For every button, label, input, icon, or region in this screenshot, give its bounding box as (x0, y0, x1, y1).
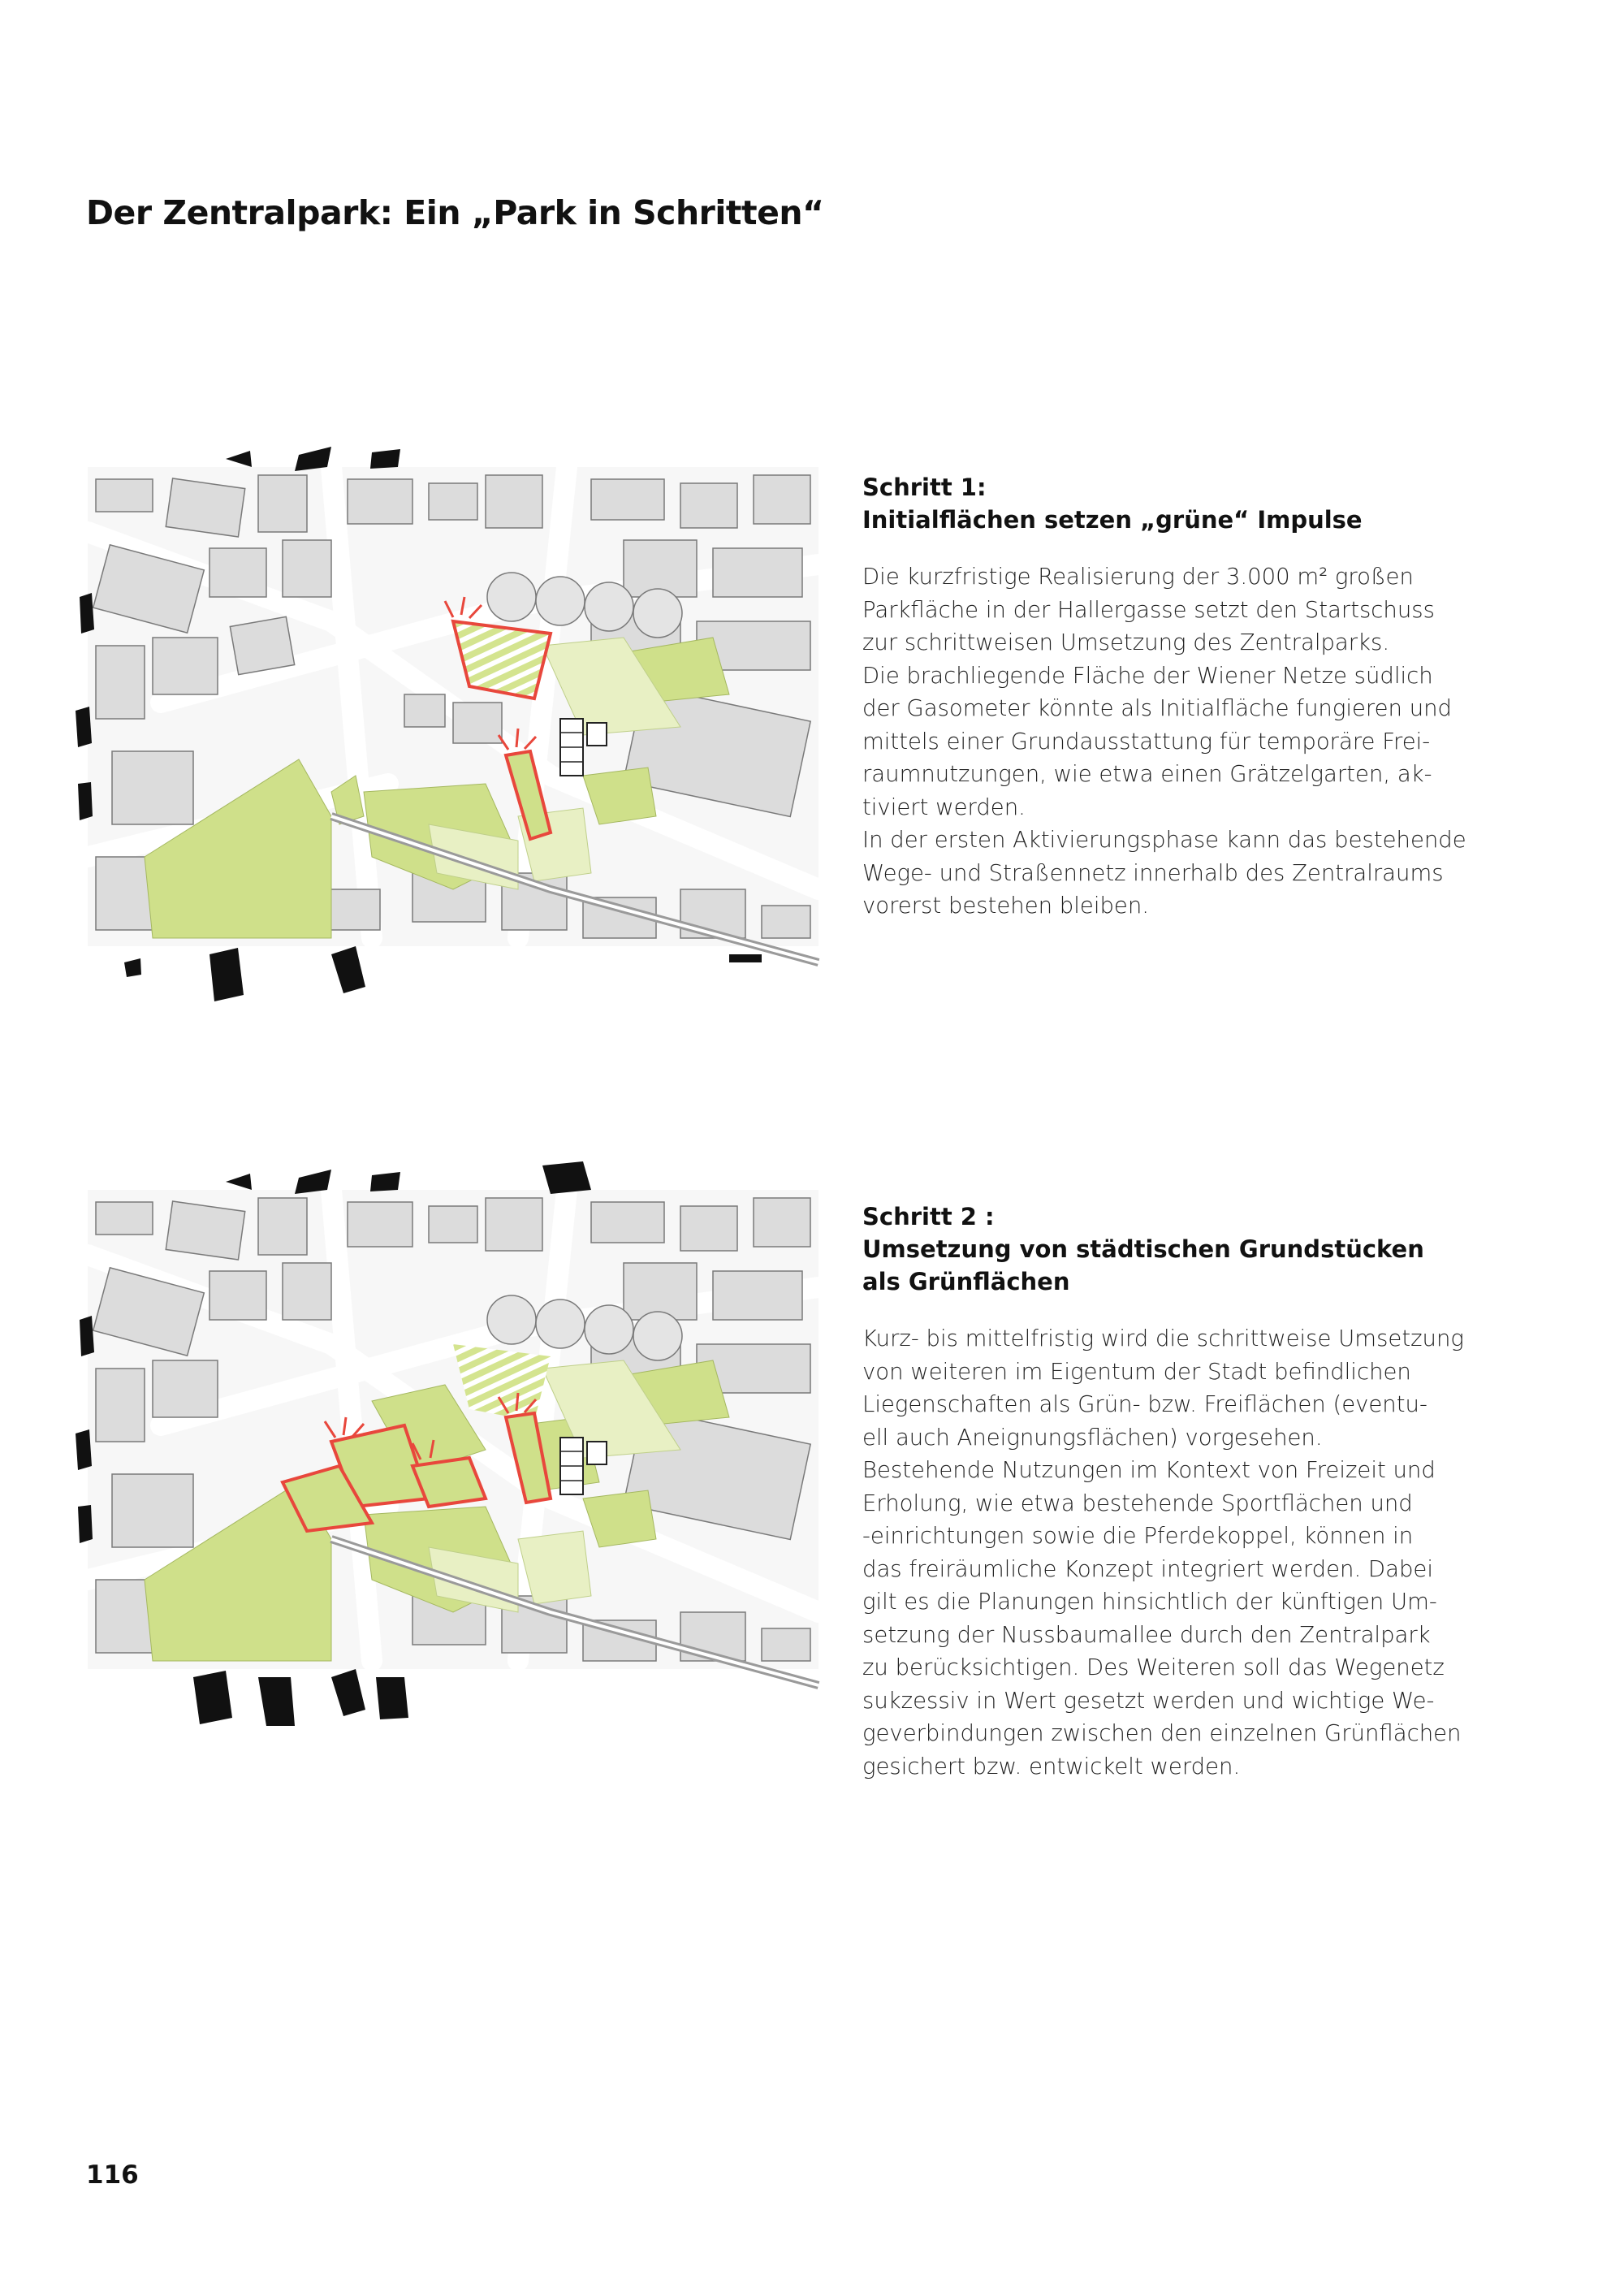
site-plan-step-2 (63, 1157, 827, 1726)
text-line: gilt es die Planungen hinsichtlich der künftigen Um- (862, 1589, 1437, 1615)
step-1-heading (862, 471, 1488, 536)
site-plan-step-1 (63, 435, 827, 1003)
text-line: tiviert werden. (862, 794, 1026, 820)
step-1-text (862, 471, 1488, 923)
step-1-paragraph (862, 560, 1488, 923)
text-line: Liegenschaften als Grün- bzw. Freiflächen (eventu- (862, 1391, 1427, 1417)
text-line: mittels einer Grundausstattung für temporäre Frei- (862, 728, 1431, 755)
text-line: Wege- und Straßennetz innerhalb des Zentralraums (862, 859, 1444, 886)
step-2-heading-line-2: Umsetzung von städtischen Grundstücken (862, 1235, 1424, 1263)
text-line: In der ersten Aktivierungsphase kann das bestehende (862, 827, 1466, 853)
text-line: zu berücksichtigen. Des Weiteren soll das Wegenetz (862, 1654, 1445, 1680)
text-line: sukzessiv in Wert gesetzt werden und wichtige We- (862, 1687, 1435, 1714)
text-line: Kurz- bis mittelfristig wird die schrittweise Umsetzung (862, 1325, 1464, 1351)
page-number: 116 (86, 2160, 139, 2190)
text-line: zur schrittweisen Umsetzung des Zentralparks. (862, 629, 1390, 655)
text-line: Die brachliegende Fläche der Wiener Netze südlich (862, 662, 1433, 689)
text-line: setzung der Nussbaumallee durch den Zentralpark (862, 1621, 1431, 1648)
step-2-heading (862, 1200, 1488, 1298)
text-line: Parkfläche in der Hallergasse setzt den Startschuss (862, 596, 1435, 623)
step-1-heading-line-1: Schritt 1: (862, 474, 987, 501)
step-2-heading-line-1: Schritt 2 : (862, 1203, 995, 1230)
text-line: gesichert bzw. entwickelt werden. (862, 1753, 1241, 1780)
text-line: -einrichtungen sowie die Pferdekoppel, können in (862, 1523, 1414, 1549)
text-line: der Gasometer könnte als Initialfläche fungieren und (862, 695, 1453, 721)
text-line: raumnutzungen, wie etwa einen Grätzelgarten, ak- (862, 761, 1432, 787)
text-line: Die kurzfristige Realisierung der 3.000 m² großen (862, 564, 1414, 590)
text-line: Erholung, wie etwa bestehende Sportflächen und (862, 1490, 1413, 1516)
text-line: von weiteren im Eigentum der Stadt befindlichen (862, 1358, 1411, 1385)
text-line: vorerst bestehen bleiben. (862, 893, 1150, 919)
step-2-paragraph (862, 1322, 1488, 1783)
page-title: Der Zentralpark: Ein „Park in Schritten“ (86, 193, 824, 232)
text-line: geverbindungen zwischen den einzelnen Grünflächen (862, 1720, 1462, 1746)
step-2-heading-line-3: als Grünflächen (862, 1268, 1070, 1295)
step-2-text (862, 1200, 1488, 1783)
text-line: ell auch Aneignungsflächen) vorgesehen. (862, 1424, 1323, 1451)
text-line: Bestehende Nutzungen im Kontext von Freizeit und (862, 1457, 1436, 1483)
step-1-heading-line-2: Initialflächen setzen „grüne“ Impulse (862, 506, 1363, 534)
text-line: das freiräumliche Konzept integriert werden. Dabei (862, 1555, 1433, 1582)
